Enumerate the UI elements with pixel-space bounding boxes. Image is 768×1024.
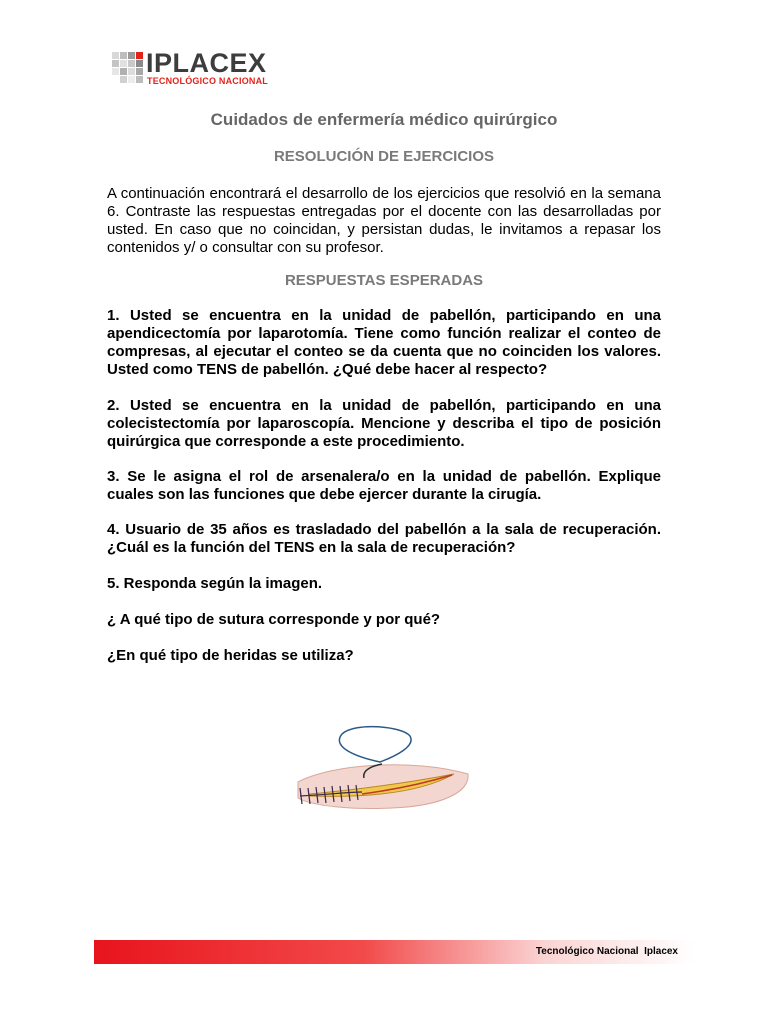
question-5: 5. Responda según la imagen. <box>107 575 323 592</box>
question-4: 4. Usuario de 35 años es trasladado del pabellón a la sala de recuperación. ¿Cuál es la función del TENS en la sala de recuperación? <box>107 521 661 556</box>
question-5a: ¿ A qué tipo de sutura corresponde y por qué? <box>107 611 441 628</box>
footer-text: Tecnológico Nacional Iplacex <box>535 946 678 957</box>
section-subtitle: RESOLUCIÓN DE EJERCICIOS <box>273 148 495 165</box>
logo-squares-icon <box>112 52 146 84</box>
question-3: 3. Se le asigna el rol de arsenalera/o en la unidad de pabellón. Explique cuales son las funciones que debe ejercer durante la cirugía. <box>107 468 661 503</box>
footer-bar <box>94 940 694 964</box>
logo-name: IPLACEX <box>146 48 267 78</box>
question-1: 1. Usted se encuentra en la unidad de pabellón, participando en una apendicectomía por laparotomía. Tiene como función realizar el conteo de compresas, al ejecutar el conteo se da cuenta que no coinciden los valores. Usted como TENS de pabellón. ¿Qué debe hacer al respecto? <box>107 307 661 378</box>
suture-wound-illustration <box>292 722 472 822</box>
question-2: 2. Usted se encuentra en la unidad de pabellón, participando en una colecistectomía por laparoscopía. Mencione y describa el tipo de posición quirúrgica que corresponde a este procedimiento. <box>107 397 661 450</box>
document-title: Cuidados de enfermería médico quirúrgico <box>210 110 558 129</box>
answers-heading: RESPUESTAS ESPERADAS <box>284 272 484 289</box>
question-5b: ¿En qué tipo de heridas se utiliza? <box>107 647 354 664</box>
logo-tagline: TECNOLÓGICO NACIONAL <box>147 76 268 86</box>
intro-paragraph: A continuación encontrará el desarrollo de los ejercicios que resolvió en la semana 6. Contraste las respuestas entregadas por el docente con las desarrolladas por usted. En caso que no coincidan, y persistan dudas, le invitamos a repasar los contenidos y/ o consultar con su profesor. <box>107 185 661 256</box>
iplacex-logo <box>112 50 272 86</box>
